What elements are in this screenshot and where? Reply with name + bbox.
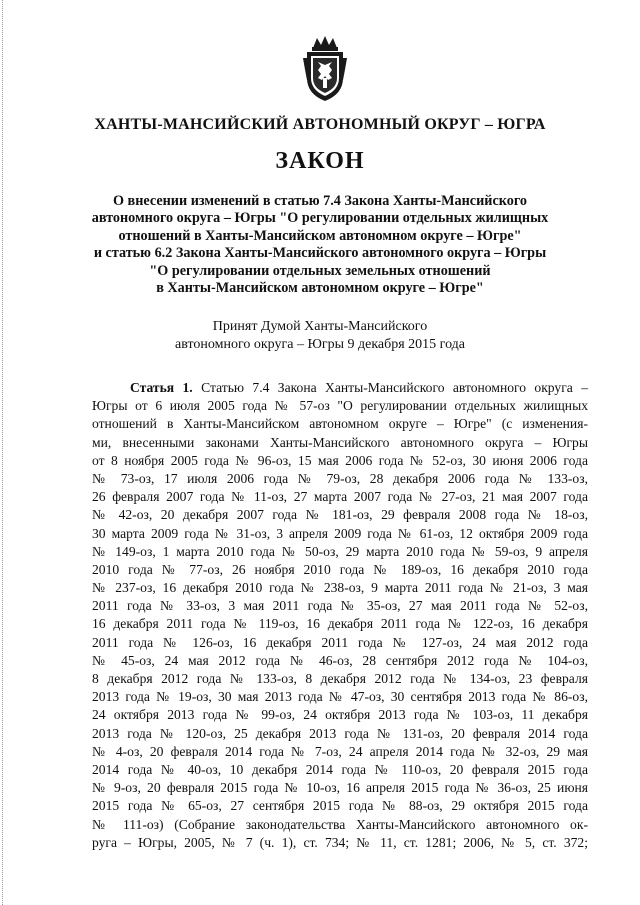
article-line: 2011 года № 126-оз, 16 декабря 2011 года № 127-оз, 24 мая 2012 года — [92, 634, 588, 650]
article-line: 8 декабря 2012 года № 133-оз, 8 декабря 2012 года № 134-оз, 23 февраля — [92, 671, 588, 686]
law-title-line: и статью 6.2 Закона Ханты-Мансийского автономного округа – Югры — [93, 245, 547, 262]
law-title-line: "О регулировании отдельных земельных отношений — [149, 262, 491, 279]
article-label: Статья 1. — [130, 380, 193, 395]
article-line: № 9-оз, 20 февраля 2015 года № 10-оз, 16 апреля 2015 года № 36-оз, 25 июня — [92, 780, 588, 796]
law-title-line: в Ханты-Мансийском автономном округе – Югре" — [156, 280, 484, 297]
article-line: № 111-оз) (Собрание законодательства Ханты-Мансийского автономного ок- — [92, 816, 588, 832]
article-line: № 4-оз, 20 февраля 2014 года № 7-оз, 24 апреля 2014 года № 32-оз, 29 мая — [92, 743, 588, 759]
article-line: Югры от 6 июля 2005 года № 57-оз "О регулировании отдельных жилищных — [92, 398, 588, 414]
article-1 — [92, 379, 588, 852]
article-line-text: Статью 7.4 Закона Ханты-Мансийского автономного округа – — [192, 380, 588, 395]
article-line: 2010 года № 77-оз, 26 ноября 2010 года № 189-оз, 16 декабря 2010 года — [92, 561, 588, 577]
document-type-heading: ЗАКОН — [275, 148, 365, 174]
article-line: 2013 года № 19-оз, 30 мая 2013 года № 47-оз, 30 сентября 2013 года № 86-оз, — [92, 689, 588, 705]
article-line: 26 февраля 2007 года № 11-оз, 27 марта 2007 года № 27-оз, 21 мая 2007 года — [92, 489, 588, 505]
adoption-note — [0, 318, 640, 354]
article-line: от 8 ноября 2005 года № 96-оз, 15 мая 2006 года № 52-оз, 30 июня 2006 года — [92, 452, 588, 468]
article-line: № 149-оз, 1 марта 2010 года № 50-оз, 29 марта 2010 года № 59-оз, 9 апреля — [92, 543, 588, 559]
article-line: 2011 года № 33-оз, 3 мая 2011 года № 35-оз, 27 мая 2011 года № 52-оз, — [92, 598, 588, 614]
page-edge — [2, 0, 4, 905]
article-line: 24 октября 2013 года № 99-оз, 24 октября 2013 года № 103-оз, 11 декабря — [92, 707, 588, 723]
article-line: отношений в Ханты-Мансийском автономном округе – Югре" (с изменения- — [92, 416, 588, 432]
article-line: 2014 года № 40-оз, 10 декабря 2014 года № 110-оз, 20 февраля 2015 года — [92, 761, 588, 777]
law-title — [80, 193, 560, 297]
law-title-line: О внесении изменений в статью 7.4 Закона Ханты-Мансийского — [112, 193, 528, 209]
coat-of-arms-emblem — [301, 34, 349, 104]
article-line — [92, 379, 588, 397]
article-line: № 42-оз, 20 декабря 2007 года № 181-оз, 29 февраля 2008 года № 18-оз, — [92, 507, 588, 523]
adoption-line: автономного округа – Югры 9 декабря 2015 года — [174, 337, 466, 352]
adoption-line: Принят Думой Ханты-Мансийского — [212, 319, 428, 334]
article-line: ми, внесенными законами Ханты-Мансийского автономного округа – Югры — [92, 434, 588, 450]
article-line: 2013 года № 120-оз, 25 декабря 2013 года № 131-оз, 20 февраля 2014 года — [92, 725, 588, 741]
article-line: № 45-оз, 24 мая 2012 года № 46-оз, 28 сентября 2012 года № 104-оз, — [92, 652, 588, 668]
law-title-line: отношений в Ханты-Мансийском автономном округе – Югре" — [118, 227, 522, 244]
article-line: № 73-оз, 17 июля 2006 года № 79-оз, 28 декабря 2006 года № 133-оз, — [92, 470, 588, 486]
article-line: № 237-оз, 16 декабря 2010 года № 238-оз, 9 марта 2011 года № 21-оз, 3 мая — [92, 580, 588, 596]
article-line: 16 декабря 2011 года № 119-оз, 16 декабря 2011 года № 122-оз, 16 декабря — [92, 616, 588, 632]
article-line: руга – Югры, 2005, № 7 (ч. 1), ст. 734; № 11, ст. 1281; 2006, № 5, ст. 372; — [92, 834, 588, 850]
article-line: 2015 года № 65-оз, 27 сентября 2015 года № 88-оз, 29 октября 2015 года — [92, 798, 588, 814]
law-title-line: автономного округа – Югры "О регулировании отдельных жилищных — [91, 210, 549, 227]
article-line: 30 марта 2009 года № 31-оз, 3 апреля 2009 года № 61-оз, 12 октября 2009 года — [92, 525, 588, 541]
region-heading: ХАНТЫ-МАНСИЙСКИЙ АВТОНОМНЫЙ ОКРУГ – ЮГРА — [94, 116, 546, 133]
